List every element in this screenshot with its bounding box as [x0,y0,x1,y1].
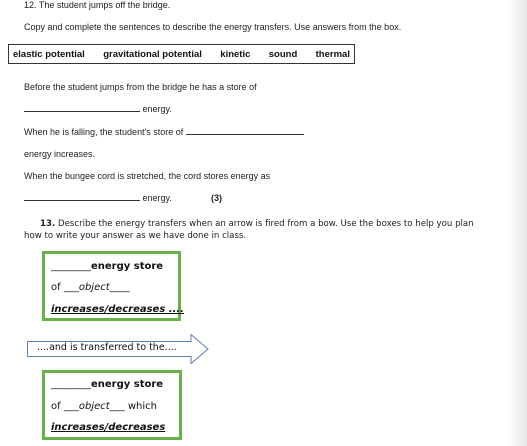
box2-of-label: of [51,401,64,412]
box1-store-blank[interactable]: ________ [51,261,91,272]
transfer-arrow [27,334,209,364]
sentence-3 [24,127,304,137]
box1-store-label: energy store [91,261,164,272]
question-13-line-1 [40,219,474,229]
question-13-line-2: how to write your answer as we have done in class. [24,231,247,241]
box1-line-2 [51,282,130,293]
sentence-4: energy increases. [24,149,96,159]
sentence-6-suffix: energy. [142,193,172,203]
answer-blank-1[interactable] [24,110,140,112]
question-13-text: Describe the energy transfers when an arrow is fired from a bow. Use the boxes to help you plan [57,219,474,229]
box2-store-label: energy store [91,379,164,390]
arrow-label: ....and is transferred to the.... [37,342,177,353]
sentence-2-suffix: energy. [142,104,172,114]
question-12-instruction: Copy and complete the sentences to describe the energy transfers. Use answers from the box. [24,22,402,32]
sentence-1: Before the student jumps from the bridge he has a store of [24,82,257,92]
word-option-sound: sound [268,48,298,60]
energy-store-box-1 [42,251,184,321]
box2-line-1 [51,379,163,390]
sentence-6 [24,193,172,203]
word-option-thermal: thermal [315,48,350,60]
word-option-gravitational: gravitational potential [103,48,202,60]
word-option-elastic: elastic potential [13,48,85,60]
word-box [8,44,355,64]
question-13-number: 13. [40,219,56,229]
box2-line-2 [51,401,157,412]
sentence-3-prefix: When he is falling, the student's store of [24,127,184,137]
box2-object-blank[interactable]: ___object___ [63,401,125,412]
box1-line-1 [51,261,163,272]
question-12-title: 12. The student jumps off the bridge. [24,0,171,10]
box2-store-blank[interactable]: ________ [51,379,91,390]
page-edge-shadow [509,0,527,446]
word-option-kinetic: kinetic [220,48,251,60]
sentence-5: When the bungee cord is stretched, the cord stores energy as [24,171,271,181]
box1-increase-decrease: increases/decreases .... [51,304,184,315]
box1-object-blank[interactable]: ___object____ [63,282,130,293]
energy-store-box-2 [42,370,182,440]
box2-increase-decrease: increases/decreases [51,422,166,433]
marks-label: (3) [211,193,222,203]
answer-blank-3[interactable] [24,199,140,201]
answer-blank-2[interactable] [186,133,304,135]
box2-which-label: which [127,401,157,412]
sentence-2 [24,104,172,114]
box1-of-label: of [51,282,64,293]
